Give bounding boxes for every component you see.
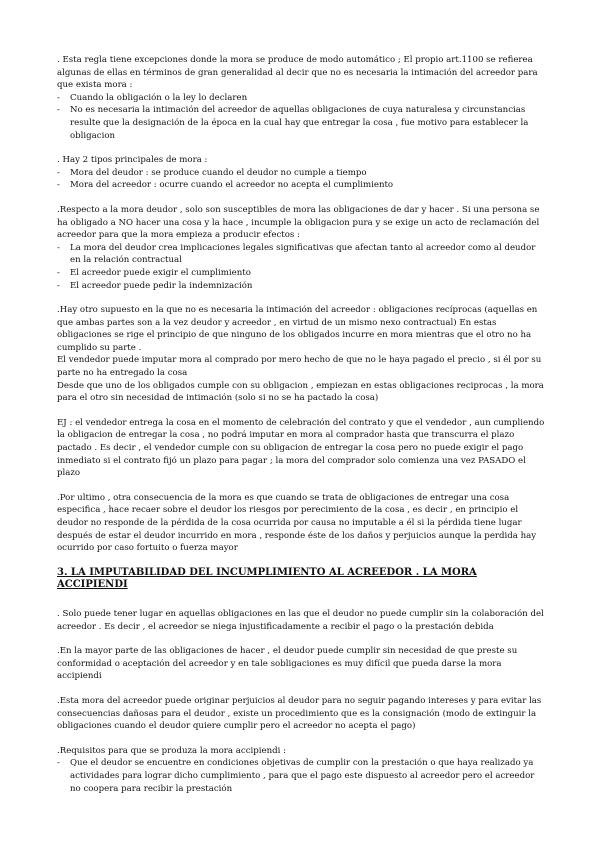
paragraph-obligaciones-reciprocas — [57, 304, 547, 405]
paragraph-types-of-mora — [57, 154, 547, 192]
paragraph-mora-deudor — [57, 204, 547, 292]
paragraph-text: .Hay otro supuesto en la que no es necesaria la intimación del acreedor : obligaciones recíprocas (aquellas en que ambas partes son a la vez deudor y acreedor , en virtud de un mismo nexo contractual) En estas obligaciones se rige el principio de que ninguno de los obligados incurre en mora mientras que el otro no ha cumplido su parte . — [57, 305, 538, 353]
paragraph-text: . Esta regla tiene excepciones donde la mora se produce de modo automático ; El propio art.1100 se refierea algunas de ellas en términos de gran generalidad al decir que no es necesaria la intimación del acreedor para que exista mora : — [57, 55, 538, 91]
paragraph-text: .Por ultimo , otra consecuencia de la mora es que cuando se trata de obligaciones de entregar una cosa especifica , hace recaer sobre el deudor los riesgos por perecimiento de la cosa , es decir , en principio el deudor no responde de la pérdida de la cosa ocurrida por causa no imputable a él si la pérdida tiene lugar después de estar el deudor incurrido en mora , responde éste de los daños y perjuicios aunque la perdida hay ocurrido por caso fortuito o fuerza mayor — [57, 492, 537, 554]
list-item: - Mora del acreedor : ocurre cuando el acreedor no acepta el cumplimiento — [57, 179, 547, 192]
paragraph-text: .En la mayor parte de las obligaciones de hacer , el deudor puede cumplir sin necesidad de que preste su conformidad o aceptación del acreedor y en tale sobligaciones es muy difícil que pueda darse la mora accipiendi — [57, 646, 518, 682]
bullet-list — [57, 242, 547, 292]
bullet-list — [57, 92, 547, 142]
paragraph-consignacion — [57, 695, 547, 733]
paragraph-obligaciones-hacer — [57, 645, 547, 683]
paragraph-text: .Respecto a la mora deudor , solo son susceptibles de mora las obligaciones de dar y hacer . Si una persona se ha obligado a NO hacer una cosa y la hace , incumple la obligacion pura y se exige un acto de reclamación del acreedor para que la mora empieza a producir efectos : — [57, 204, 540, 241]
paragraph-requisitos — [57, 745, 547, 795]
list-item: - La mora del deudor crea implicaciones legales significativas que afectan tanto al acreedor como al deudor en la relación contractual — [57, 242, 547, 267]
list-item: - El acreedor puede exigir el cumplimiento — [57, 267, 547, 280]
list-item: - Cuando la obligación o la ley lo declaren — [57, 92, 547, 105]
paragraph-text: El vendedor puede imputar mora al comprado por mero hecho de que no le haya pagado el precio , si él por su parte no ha entregado la cosa — [57, 355, 542, 379]
paragraph-text: .Requisitos para que se produza la mora accipiendi : — [57, 745, 287, 756]
paragraph-text: . Solo puede tener lugar en aquellas obligaciones en las que el deudor no puede cumplir sin la colaboración del acreedor . Es decir , el acreedor se niega injustificadamente a recibir el pago o la prestación debida — [57, 608, 544, 632]
paragraph-example — [57, 417, 547, 480]
section-heading: 3. LA IMPUTABILIDAD DEL INCUMPLIMIENTO AL ACREEDOR . LA MORA ACCIPIENDI — [57, 566, 477, 591]
bullet-list — [57, 757, 547, 795]
list-item: - No es necesaria la intimación del acreedor de aquellas obligaciones de cuya naturalesa y circunstancias resulte que la designación de la época en la cual hay que entregar la cosa , fue motivo para establecer la obligacion — [57, 104, 547, 142]
paragraph-text: .Esta mora del acreedor puede originar perjuicios al deudor para no seguir pagando intereses y para evitar las consecuencias dañosas para el deudor , existe un procedimiento que es la consignación (modo de extinguir la obligaciones cuando el deudor quiere cumplir pero el acreedor no acepta el pago) — [57, 695, 542, 732]
list-item: - Mora del deudor : se produce cuando el deudor no cumple a tiempo — [57, 167, 547, 180]
document-page — [57, 54, 547, 807]
paragraph-riesgos — [57, 492, 547, 555]
paragraph-text: . Hay 2 tipos principales de mora : — [57, 155, 208, 166]
paragraph-exceptions — [57, 54, 547, 142]
list-item: - Que el deudor se encuentre en condiciones objetivas de cumplir con la prestación o que haya realizado ya actividades para lograr dicho cumplimiento , para que el pago este dispuesto al acreedor pero el acreedor no coopera para recibir la prestación — [57, 757, 547, 795]
bullet-list — [57, 167, 547, 192]
list-item: - El acreedor puede pedir la indemnización — [57, 280, 547, 293]
paragraph-colaboracion — [57, 608, 547, 633]
paragraph-text: Desde que uno de los obligados cumple con su obligacion , empiezan en estas obligaciones reciprocas , la mora para el otro sin necesidad de intimación (solo si no se ha pactado la cosa) — [57, 380, 544, 404]
paragraph-text: EJ : el vendedor entrega la cosa en el momento de celebración del contrato y que el vendedor , aun cumpliendo la obligacion de entregar la cosa , no podrá imputar en mora al comprador hasta que transcurra el plazo pactado . Es decir , el vendedor cumple con su obligacion de entregar la cosa pero no puede exigir el pago inmediato si el contrato fijó un plazo para pagar ; la mora del comprador solo comienza una vez PASADO el plazo — [57, 417, 545, 479]
